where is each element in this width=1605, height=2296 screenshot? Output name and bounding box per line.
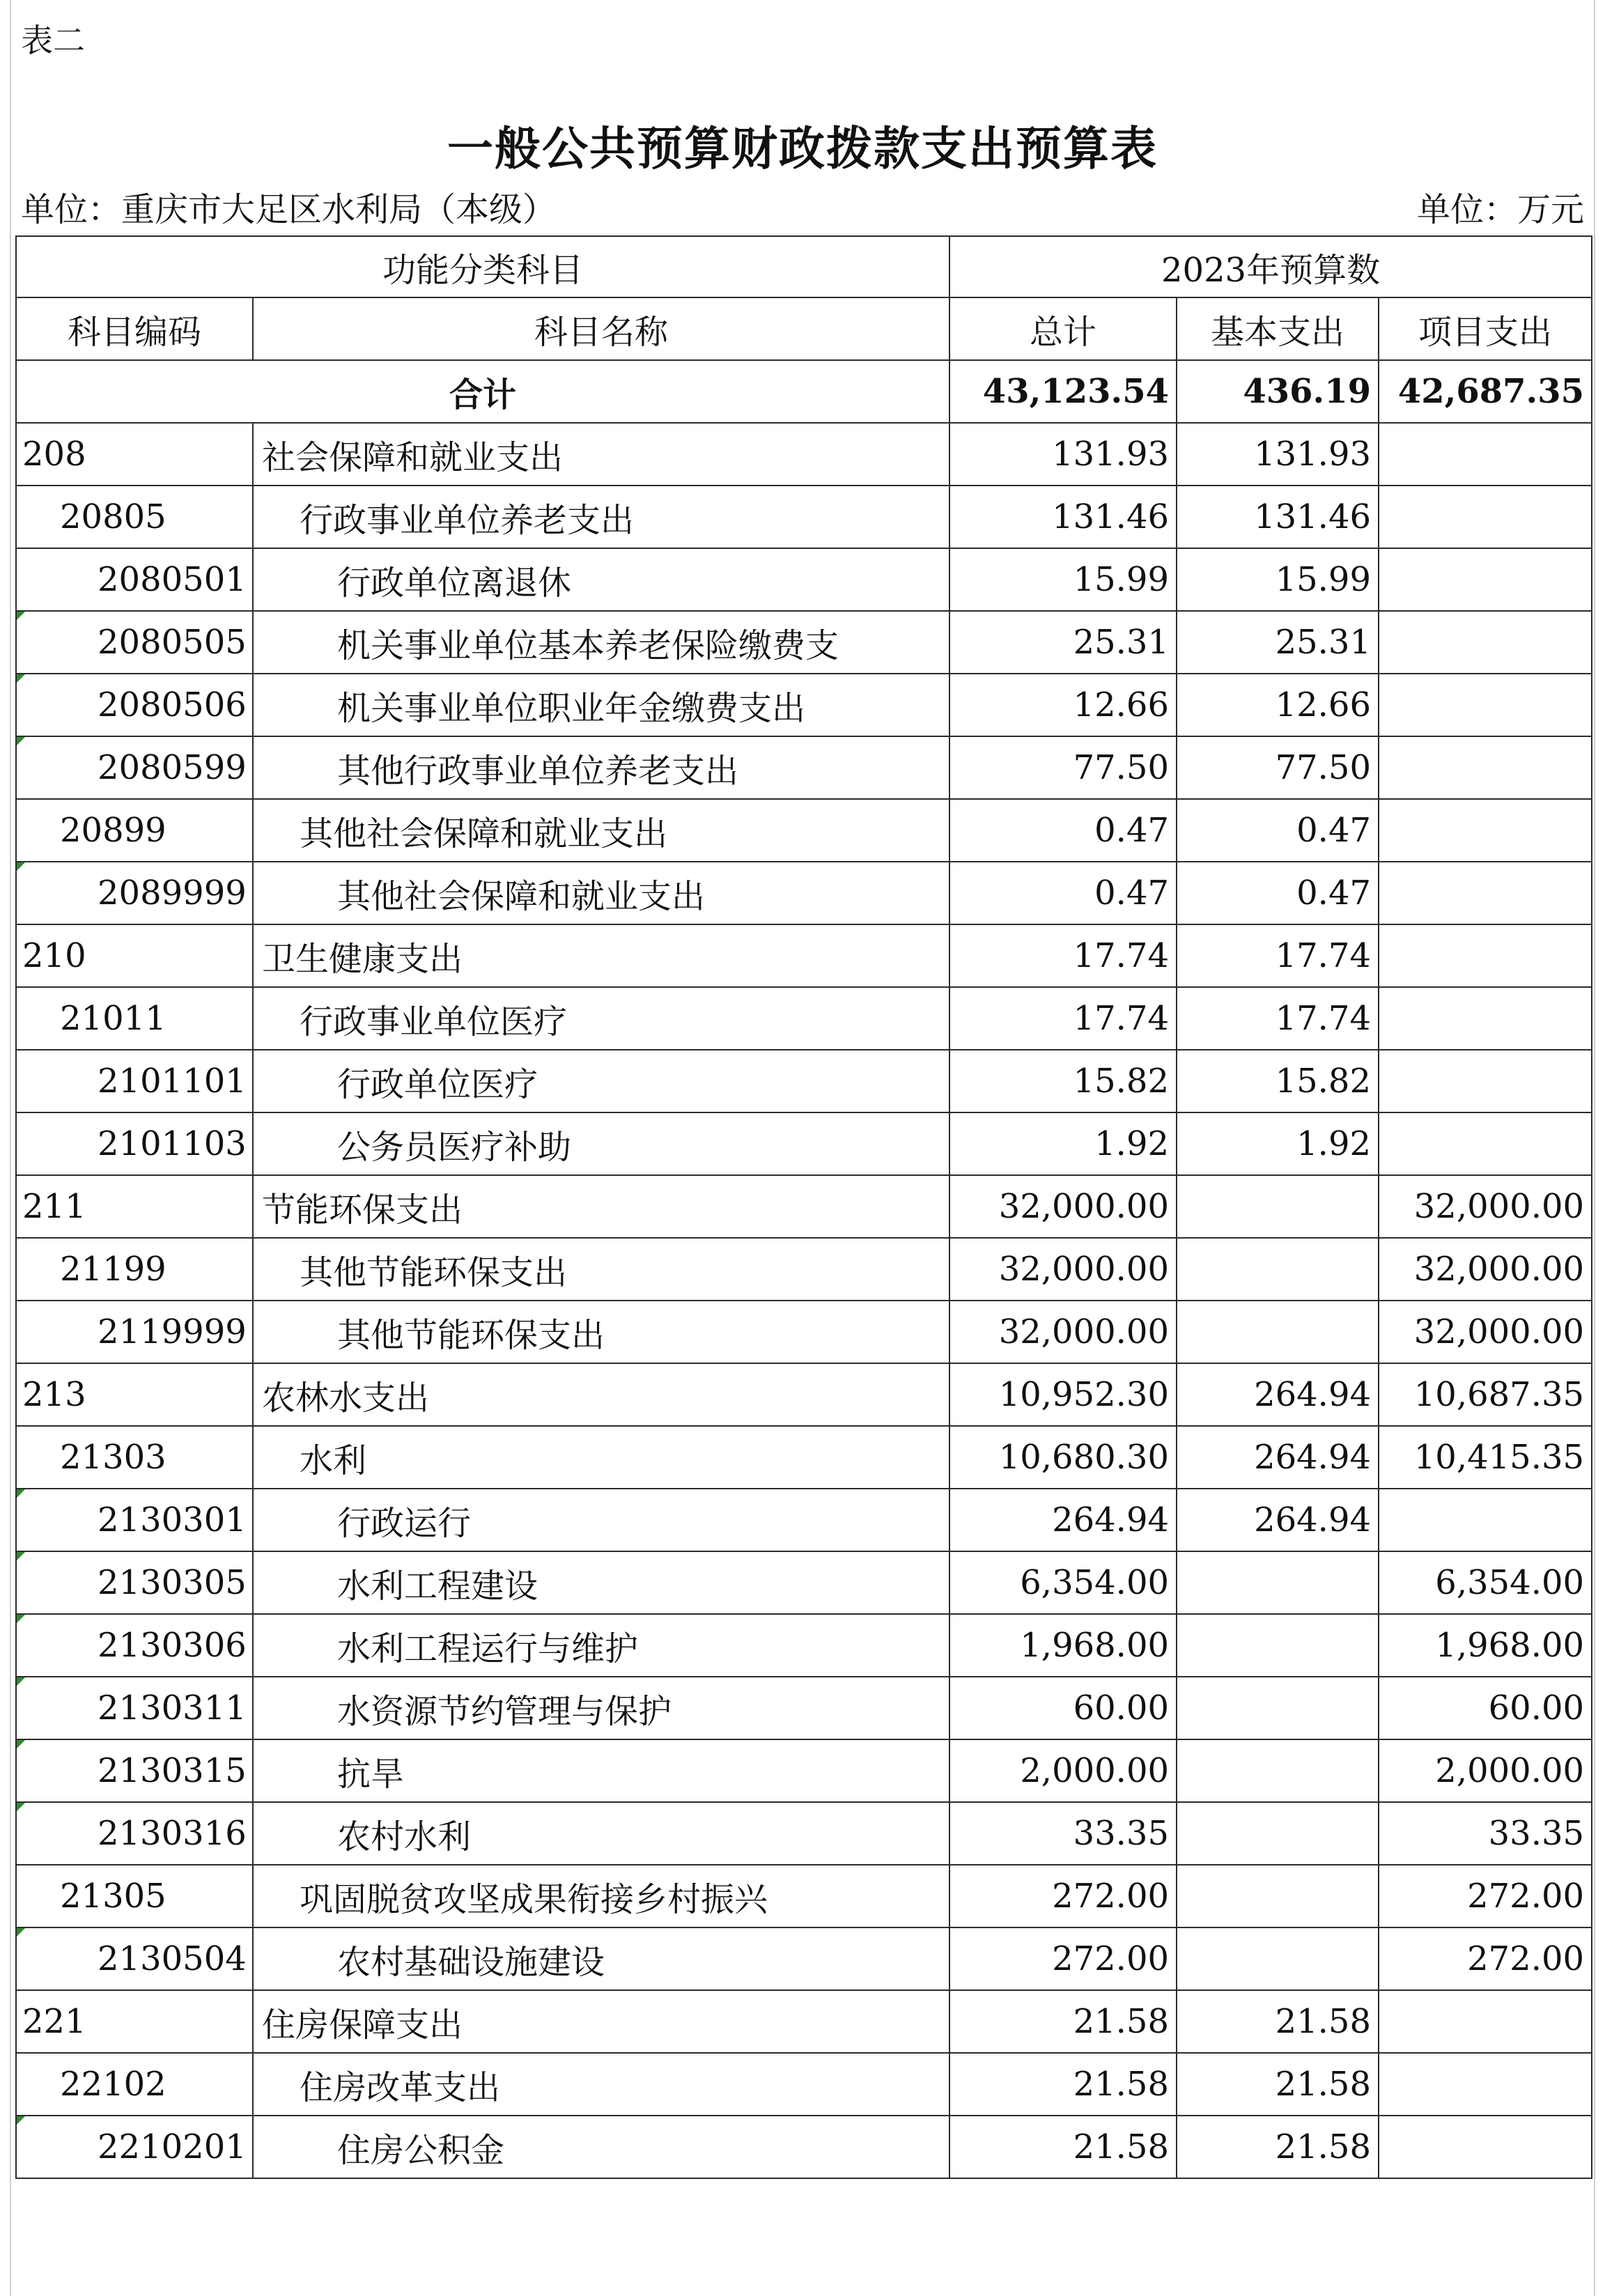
table-row xyxy=(16,2116,1592,2178)
row-project xyxy=(1379,674,1592,736)
row-total: 17.74 xyxy=(949,924,1177,987)
row-name: 水利工程建设 xyxy=(253,1551,949,1614)
row-basic: 77.50 xyxy=(1177,736,1379,799)
row-total: 17.74 xyxy=(949,987,1177,1050)
row-code: 2101101 xyxy=(16,1050,253,1112)
row-code: 2130306 xyxy=(16,1614,253,1677)
row-project: 32,000.00 xyxy=(1379,1301,1592,1363)
row-project: 60.00 xyxy=(1379,1677,1592,1739)
table-row xyxy=(16,1927,1592,1990)
row-code: 2130301 xyxy=(16,1489,253,1551)
table-row xyxy=(16,548,1592,611)
total-sum: 43,123.54 xyxy=(949,360,1177,423)
row-code: 211 xyxy=(16,1175,253,1238)
row-name: 其他节能环保支出 xyxy=(253,1238,949,1301)
table-row xyxy=(16,1802,1592,1865)
row-project: 32,000.00 xyxy=(1379,1238,1592,1301)
row-project: 6,354.00 xyxy=(1379,1551,1592,1614)
row-code: 2130311 xyxy=(16,1677,253,1739)
table-row xyxy=(16,1238,1592,1301)
total-row xyxy=(16,360,1592,423)
row-total: 10,952.30 xyxy=(949,1363,1177,1426)
row-basic xyxy=(1177,1677,1379,1739)
row-code: 21305 xyxy=(16,1865,253,1927)
row-code: 2080599 xyxy=(16,736,253,799)
table-row xyxy=(16,1677,1592,1739)
row-basic xyxy=(1177,1802,1379,1865)
table-row xyxy=(16,1175,1592,1238)
row-project xyxy=(1379,1990,1592,2053)
row-name: 巩固脱贫攻坚成果衔接乡村振兴 xyxy=(253,1865,949,1927)
row-project: 2,000.00 xyxy=(1379,1739,1592,1802)
total-basic: 436.19 xyxy=(1177,360,1379,423)
row-code: 221 xyxy=(16,1990,253,2053)
row-project: 272.00 xyxy=(1379,1865,1592,1927)
row-project xyxy=(1379,1050,1592,1112)
row-total: 131.93 xyxy=(949,423,1177,486)
row-basic: 21.58 xyxy=(1177,2053,1379,2116)
row-project xyxy=(1379,987,1592,1050)
row-code: 2130316 xyxy=(16,1802,253,1865)
table-row xyxy=(16,1426,1592,1489)
row-total: 131.46 xyxy=(949,486,1177,548)
page-title: 一般公共预算财政拨款支出预算表 xyxy=(447,121,1158,176)
row-project xyxy=(1379,548,1592,611)
row-basic: 17.74 xyxy=(1177,987,1379,1050)
row-total: 264.94 xyxy=(949,1489,1177,1551)
row-project: 33.35 xyxy=(1379,1802,1592,1865)
table-row xyxy=(16,987,1592,1050)
row-basic xyxy=(1177,1175,1379,1238)
row-basic: 0.47 xyxy=(1177,862,1379,924)
row-project: 10,687.35 xyxy=(1379,1363,1592,1426)
table-row xyxy=(16,1614,1592,1677)
row-name: 其他社会保障和就业支出 xyxy=(253,862,949,924)
row-code: 213 xyxy=(16,1363,253,1426)
table-row xyxy=(16,1301,1592,1363)
total-project: 42,687.35 xyxy=(1379,360,1592,423)
table-row xyxy=(16,1990,1592,2053)
table-row xyxy=(16,611,1592,674)
row-project xyxy=(1379,924,1592,987)
row-project xyxy=(1379,486,1592,548)
header-basic: 基本支出 xyxy=(1177,297,1379,360)
row-basic xyxy=(1177,1739,1379,1802)
row-basic: 264.94 xyxy=(1177,1363,1379,1426)
header-function-classification: 功能分类科目 xyxy=(16,236,949,297)
row-code: 21199 xyxy=(16,1238,253,1301)
row-code: 21011 xyxy=(16,987,253,1050)
row-total: 21.58 xyxy=(949,2053,1177,2116)
unit-line: 单位：万元 xyxy=(1416,190,1584,229)
row-project: 1,968.00 xyxy=(1379,1614,1592,1677)
row-name: 行政单位离退休 xyxy=(253,548,949,611)
table-row xyxy=(16,1050,1592,1112)
organization-line: 单位：重庆市大足区水利局（本级） xyxy=(21,190,557,229)
table-row xyxy=(16,486,1592,548)
row-project: 32,000.00 xyxy=(1379,1175,1592,1238)
row-name: 公务员医疗补助 xyxy=(253,1112,949,1175)
row-basic: 17.74 xyxy=(1177,924,1379,987)
row-project xyxy=(1379,2116,1592,2178)
row-total: 272.00 xyxy=(949,1927,1177,1990)
row-name: 行政单位医疗 xyxy=(253,1050,949,1112)
table-row xyxy=(16,1489,1592,1551)
row-code: 2210201 xyxy=(16,2116,253,2178)
row-basic xyxy=(1177,1551,1379,1614)
row-name: 住房公积金 xyxy=(253,2116,949,2178)
row-code: 2119999 xyxy=(16,1301,253,1363)
row-total: 33.35 xyxy=(949,1802,1177,1865)
row-basic: 0.47 xyxy=(1177,799,1379,862)
row-basic xyxy=(1177,1614,1379,1677)
row-code: 2130315 xyxy=(16,1739,253,1802)
table-body xyxy=(16,236,1592,2178)
row-total: 32,000.00 xyxy=(949,1301,1177,1363)
row-name: 农村水利 xyxy=(253,1802,949,1865)
row-total: 15.82 xyxy=(949,1050,1177,1112)
total-label: 合计 xyxy=(16,360,949,423)
row-total: 10,680.30 xyxy=(949,1426,1177,1489)
row-total: 21.58 xyxy=(949,1990,1177,2053)
row-total: 2,000.00 xyxy=(949,1739,1177,1802)
row-basic: 264.94 xyxy=(1177,1426,1379,1489)
row-basic xyxy=(1177,1865,1379,1927)
row-name: 住房保障支出 xyxy=(253,1990,949,2053)
row-project xyxy=(1379,611,1592,674)
header-total: 总计 xyxy=(949,297,1177,360)
row-total: 60.00 xyxy=(949,1677,1177,1739)
table-row xyxy=(16,423,1592,486)
row-basic: 25.31 xyxy=(1177,611,1379,674)
row-total: 6,354.00 xyxy=(949,1551,1177,1614)
row-basic xyxy=(1177,1238,1379,1301)
row-name: 农村基础设施建设 xyxy=(253,1927,949,1990)
header-code: 科目编码 xyxy=(16,297,253,360)
row-total: 272.00 xyxy=(949,1865,1177,1927)
row-name: 农林水支出 xyxy=(253,1363,949,1426)
row-project xyxy=(1379,1489,1592,1551)
left-page-rule xyxy=(10,0,11,2296)
row-basic: 131.93 xyxy=(1177,423,1379,486)
row-total: 77.50 xyxy=(949,736,1177,799)
table-row xyxy=(16,1363,1592,1426)
row-basic: 131.46 xyxy=(1177,486,1379,548)
row-name: 社会保障和就业支出 xyxy=(253,423,949,486)
row-basic: 21.58 xyxy=(1177,1990,1379,2053)
row-name: 其他行政事业单位养老支出 xyxy=(253,736,949,799)
row-total: 0.47 xyxy=(949,799,1177,862)
header-column-row xyxy=(16,297,1592,360)
row-basic: 12.66 xyxy=(1177,674,1379,736)
row-total: 1.92 xyxy=(949,1112,1177,1175)
table-row xyxy=(16,924,1592,987)
row-name: 水利工程运行与维护 xyxy=(253,1614,949,1677)
row-basic: 1.92 xyxy=(1177,1112,1379,1175)
table-row xyxy=(16,736,1592,799)
row-basic xyxy=(1177,1301,1379,1363)
row-total: 21.58 xyxy=(949,2116,1177,2178)
row-code: 22102 xyxy=(16,2053,253,2116)
row-project: 10,415.35 xyxy=(1379,1426,1592,1489)
row-code: 2080506 xyxy=(16,674,253,736)
row-code: 20899 xyxy=(16,799,253,862)
table-row xyxy=(16,1865,1592,1927)
row-code: 2089999 xyxy=(16,862,253,924)
row-code: 21303 xyxy=(16,1426,253,1489)
row-total: 12.66 xyxy=(949,674,1177,736)
row-code: 2080501 xyxy=(16,548,253,611)
row-name: 其他节能环保支出 xyxy=(253,1301,949,1363)
right-page-rule xyxy=(1594,0,1595,2296)
row-name: 行政事业单位养老支出 xyxy=(253,486,949,548)
row-code: 2130504 xyxy=(16,1927,253,1990)
row-total: 1,968.00 xyxy=(949,1614,1177,1677)
row-total: 0.47 xyxy=(949,862,1177,924)
table-row xyxy=(16,1551,1592,1614)
row-code: 2080505 xyxy=(16,611,253,674)
row-name: 行政运行 xyxy=(253,1489,949,1551)
row-name: 机关事业单位职业年金缴费支出 xyxy=(253,674,949,736)
table-row xyxy=(16,1112,1592,1175)
row-project xyxy=(1379,423,1592,486)
row-name: 水利 xyxy=(253,1426,949,1489)
row-basic: 15.99 xyxy=(1177,548,1379,611)
row-project xyxy=(1379,862,1592,924)
row-name: 抗旱 xyxy=(253,1739,949,1802)
row-name: 机关事业单位基本养老保险缴费支 xyxy=(253,611,949,674)
row-project: 272.00 xyxy=(1379,1927,1592,1990)
table-row xyxy=(16,2053,1592,2116)
row-basic: 264.94 xyxy=(1177,1489,1379,1551)
row-total: 32,000.00 xyxy=(949,1175,1177,1238)
table-number-label: 表二 xyxy=(21,22,85,59)
row-code: 208 xyxy=(16,423,253,486)
row-code: 2130305 xyxy=(16,1551,253,1614)
row-name: 行政事业单位医疗 xyxy=(253,987,949,1050)
row-code: 2101103 xyxy=(16,1112,253,1175)
row-basic: 15.82 xyxy=(1177,1050,1379,1112)
header-group-row xyxy=(16,236,1592,297)
header-name: 科目名称 xyxy=(253,297,949,360)
row-project xyxy=(1379,736,1592,799)
table-row xyxy=(16,862,1592,924)
row-basic xyxy=(1177,1927,1379,1990)
row-name: 水资源节约管理与保护 xyxy=(253,1677,949,1739)
row-project xyxy=(1379,1112,1592,1175)
row-name: 卫生健康支出 xyxy=(253,924,949,987)
row-total: 15.99 xyxy=(949,548,1177,611)
row-project xyxy=(1379,2053,1592,2116)
table-row xyxy=(16,674,1592,736)
row-total: 32,000.00 xyxy=(949,1238,1177,1301)
budget-table xyxy=(15,235,1592,2179)
row-total: 25.31 xyxy=(949,611,1177,674)
row-name: 其他社会保障和就业支出 xyxy=(253,799,949,862)
header-project: 项目支出 xyxy=(1379,297,1592,360)
row-name: 节能环保支出 xyxy=(253,1175,949,1238)
row-code: 210 xyxy=(16,924,253,987)
header-budget-year: 2023年预算数 xyxy=(949,236,1592,297)
table-row xyxy=(16,799,1592,862)
row-code: 20805 xyxy=(16,486,253,548)
row-basic: 21.58 xyxy=(1177,2116,1379,2178)
row-name: 住房改革支出 xyxy=(253,2053,949,2116)
table-row xyxy=(16,1739,1592,1802)
row-project xyxy=(1379,799,1592,862)
